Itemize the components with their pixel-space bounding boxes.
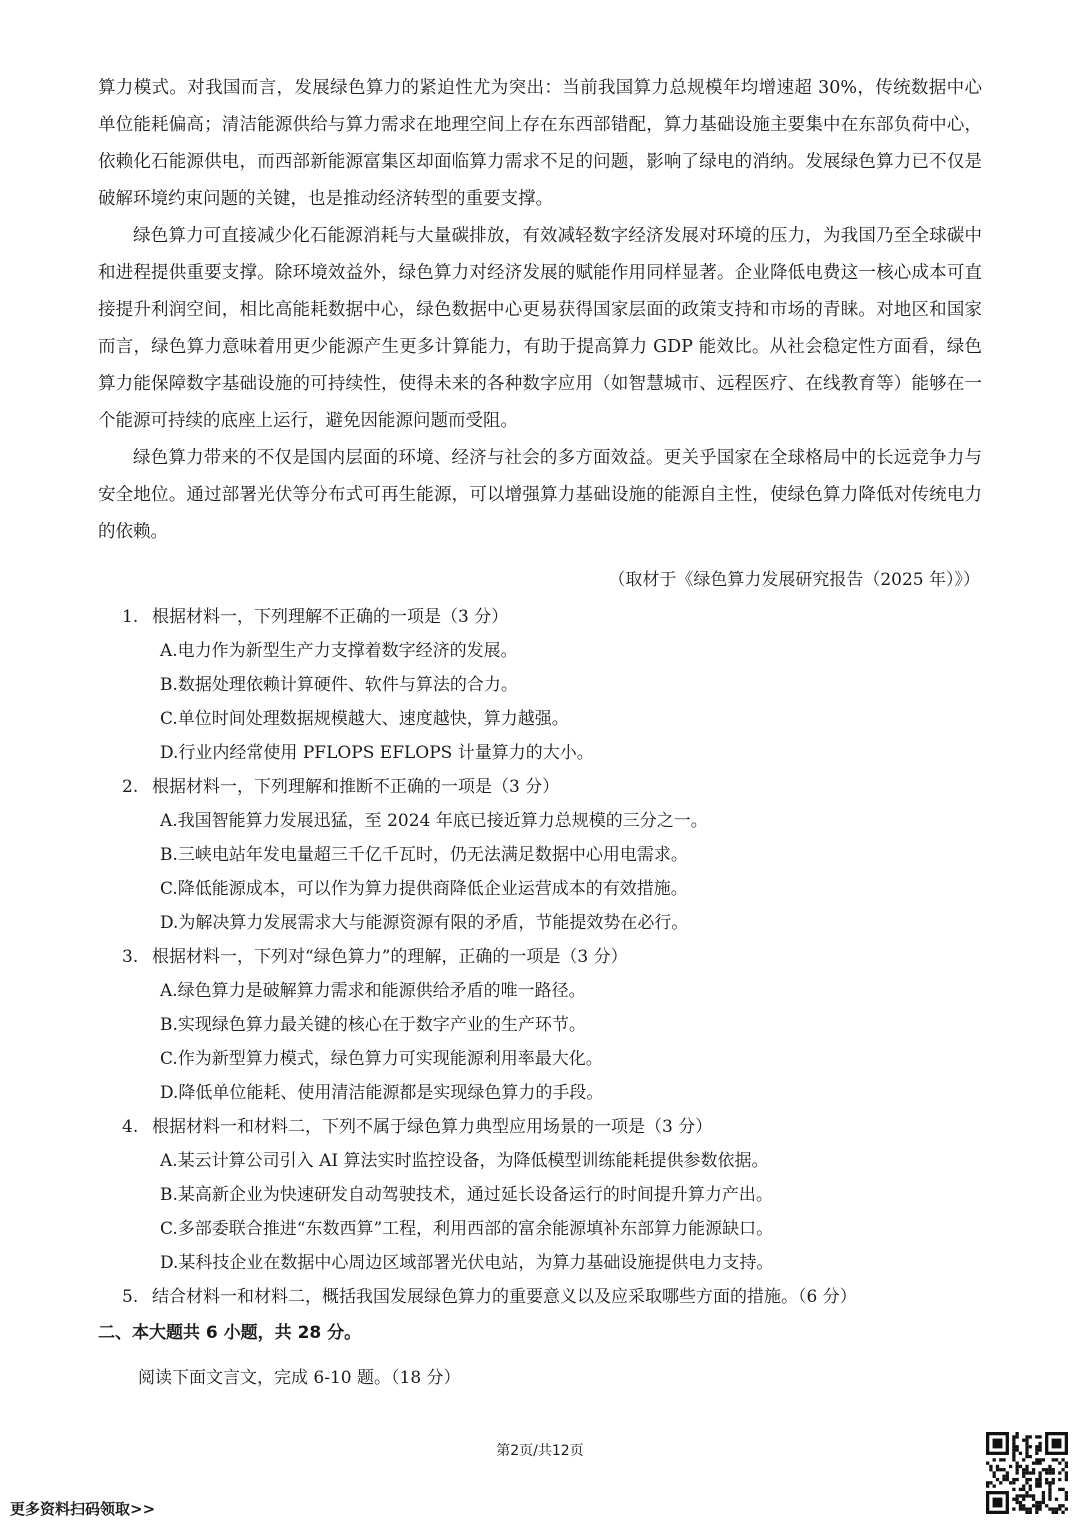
option-b: B.数据处理依赖计算硬件、软件与算法的合力。: [160, 675, 518, 695]
passage-paragraph: 算力模式。对我国而言，发展绿色算力的紧迫性尤为突出：当前我国算力总规模年均增速超 30%，传统数据中心单位能耗偏高；清洁能源供给与算力需求在地理空间上存在东西部错配，算力基础设施主要集中在东部负荷中心，依赖化石能源供电，而西部新能源富集区却面临算力需求不足的问题，影响了绿电的消纳。发展绿色算力已不仅是破解环境约束问题的关键，也是推动经济转型的重要支撑。: [98, 78, 982, 209]
option-d: D.为解决算力发展需求大与能源资源有限的矛盾，节能提效势在必行。: [160, 913, 689, 933]
question-number: 1.: [122, 607, 139, 627]
option-a: A.绿色算力是破解算力需求和能源供给矛盾的唯一路径。: [160, 981, 586, 1001]
question-item: [122, 1110, 982, 1280]
option-a: A.某云计算公司引入 AI 算法实时监控设备，为降低模型训练能耗提供参数依据。: [160, 1151, 769, 1171]
passage-paragraph: 绿色算力可直接减少化石能源消耗与大量碳排放，有效减轻数字经济发展对环境的压力，为我国乃至全球碳中和进程提供重要支撑。除环境效益外，绿色算力对经济发展的赋能作用同样显著。企业降低电费这一核心成本可直接提升利润空间，相比高能耗数据中心，绿色数据中心更易获得国家层面的政策支持和市场的青睐。对地区和国家而言，绿色算力意味着用更少能源产生更多计算能力，有助于提高算力 GDP 能效比。从社会稳定性方面看，绿色算力能保障数字基础设施的可持续性，使得未来的各种数字应用（如智慧城市、远程医疗、在线教育等）能够在一个能源可持续的底座上运行，避免因能源问题而受阻。: [98, 226, 982, 431]
question-text: 根据材料一，下列对“绿色算力”的理解，正确的一项是（3 分）: [152, 947, 628, 967]
option-b: B.某高新企业为快速研发自动驾驶技术，通过延长设备运行的时间提升算力产出。: [160, 1185, 773, 1205]
question-text: 根据材料一，下列理解和推断不正确的一项是（3 分）: [152, 777, 560, 797]
option-d: D.降低单位能耗、使用清洁能源都是实现绿色算力的手段。: [160, 1083, 604, 1103]
option-c: C.单位时间处理数据规模越大、速度越快，算力越强。: [160, 709, 569, 729]
question-text: 根据材料一，下列理解不正确的一项是（3 分）: [152, 607, 509, 627]
question-item: [122, 600, 982, 770]
reading-instruction: 阅读下面文言文，完成 6-10 题。（18 分）: [138, 1368, 461, 1388]
option-b: B.实现绿色算力最关键的核心在于数字产业的生产环节。: [160, 1015, 586, 1035]
question-stem: [122, 600, 982, 634]
option-c: C.多部委联合推进“东数西算”工程，利用西部的富余能源填补东部算力能源缺口。: [160, 1219, 774, 1239]
option-c: C.降低能源成本，可以作为算力提供商降低企业运营成本的有效措施。: [160, 879, 688, 899]
question-stem: [122, 1280, 982, 1314]
question-item: [122, 770, 982, 940]
qr-code-icon[interactable]: [986, 1432, 1068, 1514]
passage-source: （取材于《绿色算力发展研究报告（2025 年）》）: [608, 570, 980, 590]
option-a: A.电力作为新型生产力支撑着数字经济的发展。: [160, 641, 518, 661]
option-d: D.行业内经常使用 PFLOPS EFLOPS 计量算力的大小。: [160, 743, 594, 763]
question-item: [122, 940, 982, 1110]
question-list: [122, 600, 982, 1314]
question-number: 2.: [122, 777, 139, 797]
question-text: 根据材料一和材料二，下列不属于绿色算力典型应用场景的一项是（3 分）: [152, 1117, 713, 1137]
option-d: D.某科技企业在数据中心周边区域部署光伏电站，为算力基础设施提供电力支持。: [160, 1253, 774, 1273]
page-number: 第2页/共12页: [496, 1443, 584, 1459]
passage: [98, 70, 982, 551]
option-c: C.作为新型算力模式，绿色算力可实现能源利用率最大化。: [160, 1049, 603, 1069]
question-stem: [122, 770, 982, 804]
question-number: 3.: [122, 947, 139, 967]
option-b: B.三峡电站年发电量超三千亿千瓦时，仍无法满足数据中心用电需求。: [160, 845, 688, 865]
question-number: 5.: [122, 1287, 139, 1307]
more-resources-link[interactable]: 更多资料扫码领取>>: [10, 1500, 156, 1518]
question-item: [122, 1280, 982, 1314]
question-stem: [122, 1110, 982, 1144]
passage-paragraph: 绿色算力带来的不仅是国内层面的环境、经济与社会的多方面效益。更关乎国家在全球格局中的长远竞争力与安全地位。通过部署光伏等分布式可再生能源，可以增强算力基础设施的能源自主性，使绿色算力降低对传统电力的依赖。: [98, 448, 982, 542]
question-stem: [122, 940, 982, 974]
option-a: A.我国智能算力发展迅猛，至 2024 年底已接近算力总规模的三分之一。: [160, 811, 708, 831]
question-number: 4.: [122, 1117, 139, 1137]
section-heading: 二、本大题共 6 小题，共 28 分。: [98, 1323, 362, 1343]
question-text: 结合材料一和材料二，概括我国发展绿色算力的重要意义以及应采取哪些方面的措施。（6 分）: [152, 1287, 857, 1307]
